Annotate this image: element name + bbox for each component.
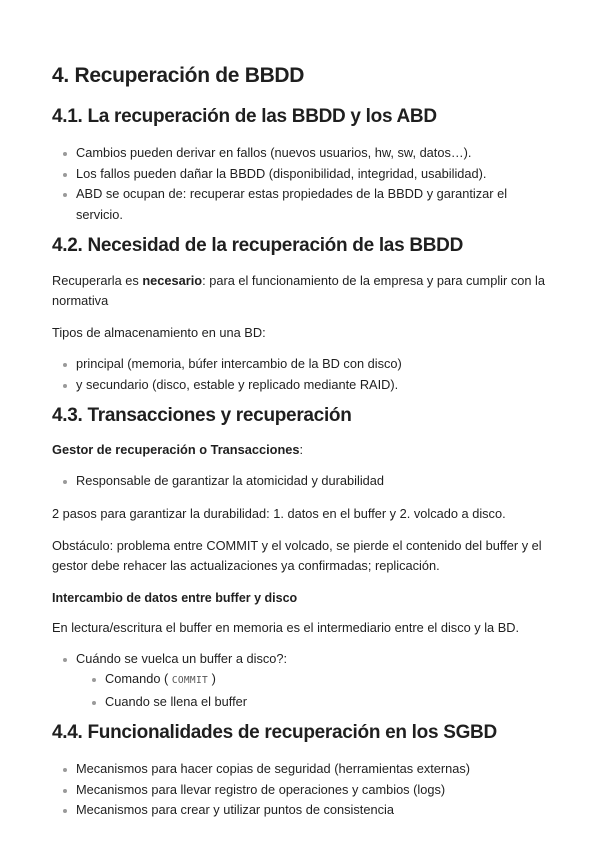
paragraph-lectura: En lectura/escritura el buffer en memoria es el intermediario entre el disco y la BD.	[52, 619, 520, 635]
text-segment: Comando (	[105, 671, 169, 686]
bold-label: Gestor de recuperación o Transacciones	[52, 442, 300, 457]
bold-term: necesario	[142, 273, 203, 288]
document-page	[52, 58, 552, 821]
paragraph-pasos: 2 pasos para garantizar la durabilidad: 1. datos en el buffer y 2. volcado a disco.	[52, 505, 506, 521]
list-item: Mecanismos para crear y utilizar puntos de consistencia	[52, 800, 552, 821]
list-item: Cuándo se vuelca un buffer a disco?:	[52, 649, 552, 670]
list-item: Mecanismos para hacer copias de seguridad (herramientas externas)	[52, 759, 552, 780]
nested-list-item: Cuando se llena el buffer	[52, 692, 552, 713]
list-item: ABD se ocupan de: recuperar estas propiedades de la BBDD y garantizar el servicio.	[52, 184, 552, 225]
section-4-3-list	[52, 471, 552, 492]
text-segment: : para el funcionamiento de la empresa y para cumplir con la normativa	[52, 273, 545, 308]
list-item: Los fallos pueden dañar la BBDD (disponibilidad, integridad, usabilidad).	[52, 164, 552, 185]
list-item: principal (memoria, búfer intercambio de la BD con disco)	[52, 354, 552, 375]
text-segment: Recuperarla es	[52, 273, 143, 288]
paragraph-tipos: Tipos de almacenamiento en una BD:	[52, 325, 266, 340]
list-item: y secundario (disco, estable y replicado mediante RAID).	[52, 375, 552, 396]
page-title: 4. Recuperación de BBDD	[52, 64, 305, 87]
section-heading-4-4: 4.4. Funcionalidades de recuperación en los SGBD	[52, 722, 497, 743]
inline-code: COMMIT	[171, 675, 208, 686]
paragraph-necesidad	[52, 271, 552, 311]
nested-list-item	[52, 669, 552, 692]
section-heading-4-1: 4.1. La recuperación de las BBDD y los ABD	[52, 106, 437, 127]
section-4-3-question-list	[52, 649, 552, 670]
list-item: Responsable de garantizar la atomicidad y durabilidad	[52, 471, 552, 492]
list-item: Mecanismos para llevar registro de operaciones y cambios (logs)	[52, 780, 552, 801]
section-4-1-list	[52, 143, 552, 225]
section-heading-4-3: 4.3. Transacciones y recuperación	[52, 405, 352, 426]
section-heading-4-2: 4.2. Necesidad de la recuperación de las BBDD	[52, 235, 464, 256]
nested-list	[52, 669, 552, 712]
paragraph-obstaculo: Obstáculo: problema entre COMMIT y el volcado, se pierde el contenido del buffer y el gestor debe rehacer las actualizaciones ya confirmadas; replicación.	[52, 537, 542, 573]
gestor-label	[52, 440, 552, 460]
section-4-4-list	[52, 759, 552, 821]
subheading-intercambio: Intercambio de datos entre buffer y disco	[52, 590, 298, 605]
section-4-2-list	[52, 354, 552, 395]
list-item: Cambios pueden derivar en fallos (nuevos usuarios, hw, sw, datos…).	[52, 143, 552, 164]
text-segment: :	[299, 442, 304, 457]
text-segment: )	[211, 671, 216, 686]
